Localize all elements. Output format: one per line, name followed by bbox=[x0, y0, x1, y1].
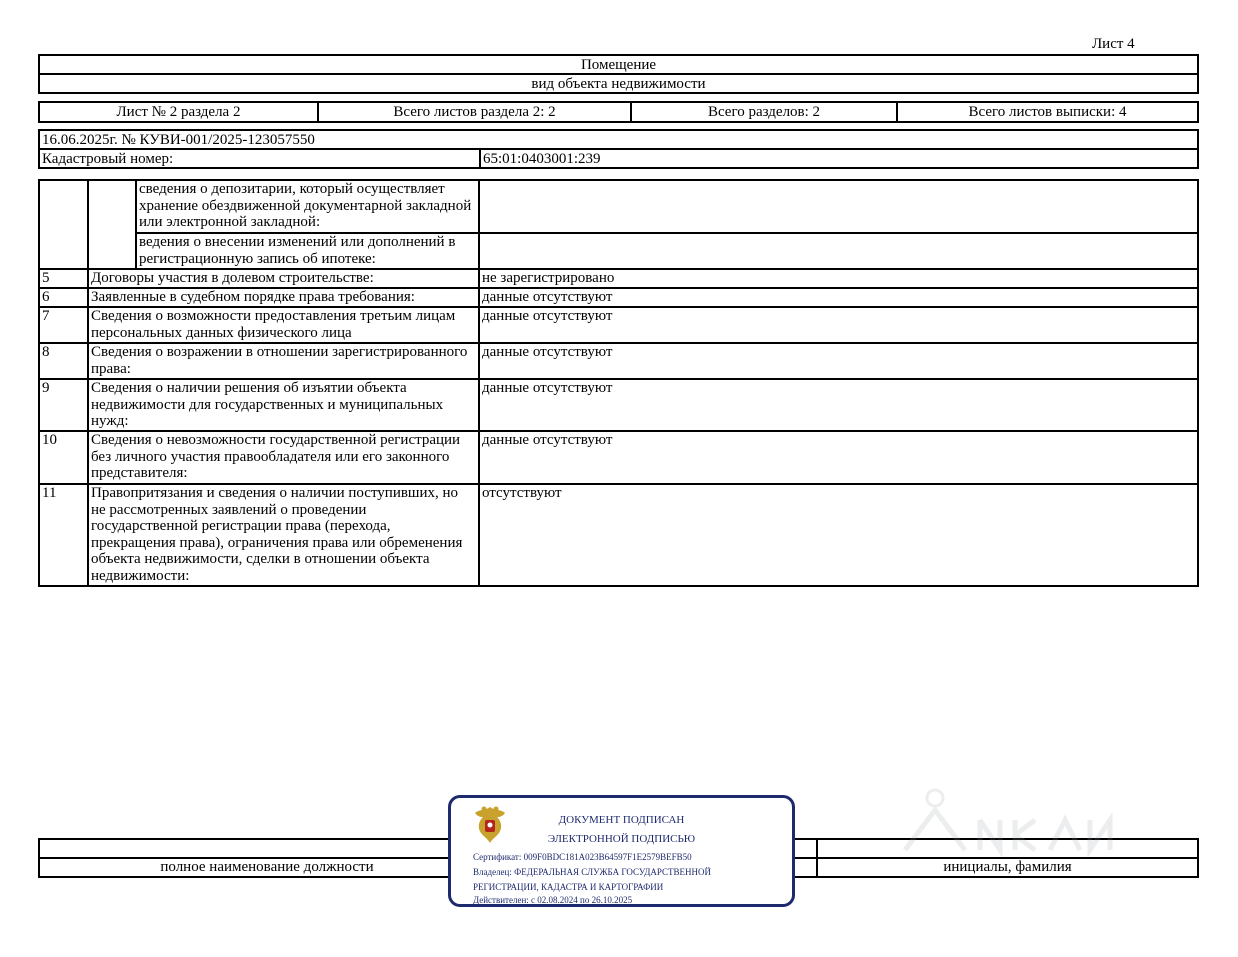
cadastral-label: Кадастровый номер: bbox=[39, 149, 480, 168]
section-sheets: Всего листов раздела 2: 2 bbox=[318, 102, 631, 122]
row-description: Сведения о наличии решения об изъятии объекта недвижимости для государственных и муниципальных нужд: bbox=[88, 379, 479, 431]
total-sections: Всего разделов: 2 bbox=[631, 102, 897, 122]
total-sheets: Всего листов выписки: 4 bbox=[897, 102, 1198, 122]
object-kind-label: вид объекта недвижимости bbox=[39, 74, 1198, 93]
object-type: Помещение bbox=[39, 55, 1198, 74]
row-value: данные отсутствуют bbox=[479, 379, 1198, 431]
sheet-of-section: Лист № 2 раздела 2 bbox=[39, 102, 318, 122]
row-number: 8 bbox=[39, 343, 88, 379]
table-row bbox=[39, 180, 1198, 233]
table-row bbox=[39, 269, 1198, 288]
table-row bbox=[39, 431, 1198, 484]
sheet-info-row bbox=[38, 101, 1199, 123]
row-number: 10 bbox=[39, 431, 88, 484]
row-description: Договоры участия в долевом строительстве: bbox=[88, 269, 479, 288]
document-info bbox=[38, 129, 1199, 169]
row-number: 7 bbox=[39, 307, 88, 343]
row-description: Сведения о возможности предоставления третьим лицам персональных данных физического лица bbox=[88, 307, 479, 343]
row-description: Сведения о возражении в отношении зарегистрированного права: bbox=[88, 343, 479, 379]
table-row bbox=[39, 343, 1198, 379]
row-value: данные отсутствуют bbox=[479, 343, 1198, 379]
electronic-signature-stamp bbox=[448, 795, 795, 907]
row-number: 9 bbox=[39, 379, 88, 431]
stamp-certificate: Сертификат: 009F0BDC181A023B64597F1E2579BEFB50 bbox=[473, 852, 692, 862]
stamp-owner-line2: РЕГИСТРАЦИИ, КАДАСТРА И КАРТОГРАФИИ bbox=[473, 882, 664, 892]
table-row bbox=[39, 288, 1198, 307]
row-number: 11 bbox=[39, 484, 88, 586]
row-value: не зарегистрировано bbox=[479, 269, 1198, 288]
row-description: Правопритязания и сведения о наличии поступивших, но не рассмотренных заявлений о проведении государственной регистрации права (перехода, прекращения права), ограничения права или обременения объекта недвижимости, сделки в отношении объекта недвижимости: bbox=[88, 484, 479, 586]
table-row bbox=[39, 233, 1198, 269]
stamp-validity: Действителен: с 02.08.2024 по 26.10.2025 bbox=[473, 895, 633, 905]
document-date-number: 16.06.2025г. № КУВИ-001/2025-123057550 bbox=[39, 130, 1198, 149]
row-value: данные отсутствуют bbox=[479, 307, 1198, 343]
table-row bbox=[39, 307, 1198, 343]
row-value: отсутствуют bbox=[479, 484, 1198, 586]
sheet-number: Лист 4 bbox=[1092, 36, 1135, 52]
cadastral-value: 65:01:0403001:239 bbox=[480, 149, 1198, 168]
row-description: Сведения о невозможности государственной регистрации без личного участия правообладателя или его законного представителя: bbox=[88, 431, 479, 484]
table-row bbox=[39, 379, 1198, 431]
position-label: полное наименование должности bbox=[39, 858, 495, 877]
table-row bbox=[39, 484, 1198, 586]
row-number: 6 bbox=[39, 288, 88, 307]
stamp-owner-line1: Владелец: ФЕДЕРАЛЬНАЯ СЛУЖБА ГОСУДАРСТВЕННОЙ bbox=[473, 867, 712, 877]
row-sub-label: ведения о внесении изменений или дополнений в регистрационную запись об ипотеке: bbox=[136, 233, 479, 269]
row-value bbox=[479, 180, 1198, 233]
row-value bbox=[479, 233, 1198, 269]
stamp-title-line2: ЭЛЕКТРОННОЙ ПОДПИСЬЮ bbox=[547, 833, 696, 845]
row-value: данные отсутствуют bbox=[479, 288, 1198, 307]
row-sub-label: сведения о депозитарии, который осуществляет хранение обездвиженной документарной закладной или электронной закладной: bbox=[136, 180, 479, 233]
row-description: Заявленные в судебном порядке права требования: bbox=[88, 288, 479, 307]
name-label: инициалы, фамилия bbox=[817, 858, 1198, 877]
object-header bbox=[38, 54, 1199, 94]
row-value: данные отсутствуют bbox=[479, 431, 1198, 484]
row-number: 5 bbox=[39, 269, 88, 288]
encumbrances-table bbox=[38, 179, 1199, 587]
watermark-logo-icon bbox=[895, 780, 1115, 860]
stamp-title-line1: ДОКУМЕНТ ПОДПИСАН bbox=[558, 814, 685, 826]
